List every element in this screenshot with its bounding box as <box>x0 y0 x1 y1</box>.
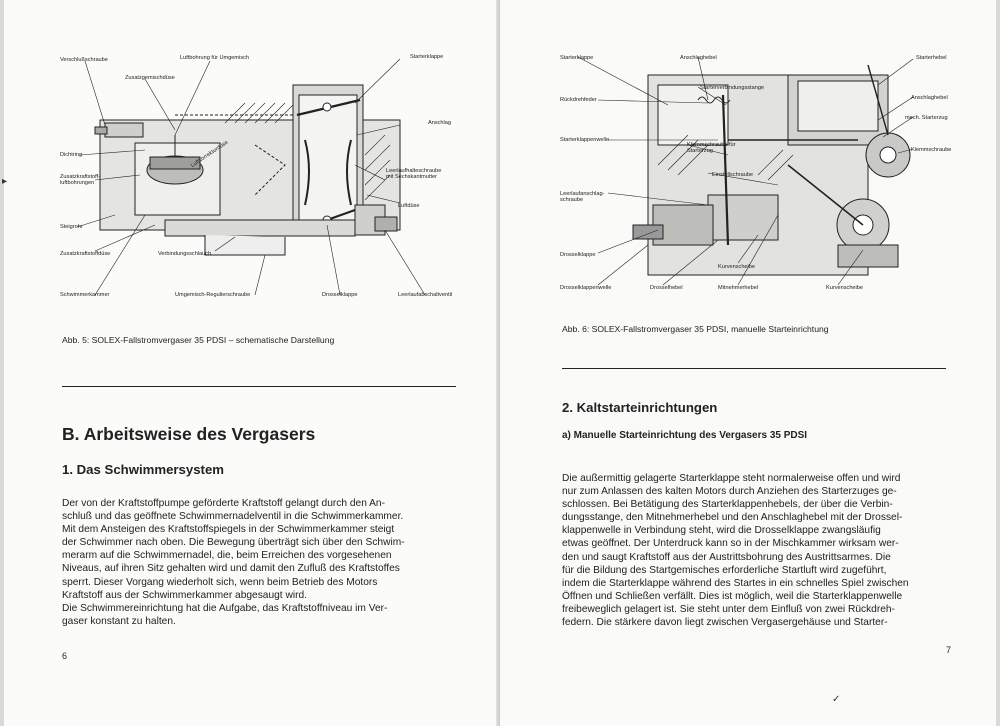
label-leerlaufabschaltventil: Leerlaufabschaltventil <box>398 292 453 298</box>
label-rueckdrehfeder: Rückdrehfeder <box>560 97 597 103</box>
label-schwimmerkammer: Schwimmerkammer <box>60 292 110 298</box>
paragraph-line: Der von der Kraftstoffpumpe geförderte Kraftstoff gelangt durch den An- <box>62 498 385 509</box>
label-starterverbindungsstange: Starterverbindungsstange <box>700 85 765 91</box>
paragraph-line: Niveaus, auf ihren Sitz gehalten wird und damit den Zufluß des Kraftstoffes <box>62 563 400 575</box>
label-verbindungsschlauch: Verbindungsschlauch <box>158 251 212 257</box>
label-zusatzkraftstoffduese: Zusatzkraftstoffdüse <box>60 251 111 257</box>
paragraph-line: Die Schwimmereinrichtung hat die Aufgabe, das Kraftstoffniveau im Ver- <box>62 602 388 614</box>
paragraph-line: schluß und das geöffnete Schwimmernadelventil in die Schwimmerkammer. <box>62 511 404 523</box>
label-drosselklappe: Drosselklappe <box>322 292 358 298</box>
paragraph-line: klappenwelle in Verbindung steht, wird die Drosselklappe zwangsläufig <box>562 525 881 537</box>
page-number: 6 <box>62 651 68 661</box>
manual-starter-diagram <box>558 45 958 295</box>
paragraph-line: den und saugt Kraftstoff aus der Austrittsbohrung des Austrittsarmes. Die <box>562 551 891 563</box>
pencil-mark: ✓ <box>832 694 841 705</box>
subsection-heading: 1. Das Schwimmersystem <box>62 462 224 477</box>
zusatzkraftstoff-luftbohrungen-text: Zusatzkraftstoff- luftbohrungen <box>60 174 100 186</box>
label-anschlaghebel-right: Anschlaghebel <box>911 95 948 101</box>
paragraph-line: nur zum Anlassen des kalten Motors durch Anziehen des Starterzuges ge- <box>562 486 897 498</box>
label-anschlag: Anschlag <box>428 120 452 126</box>
label-klemmschraube-starterzug <box>687 142 736 154</box>
klemmschraube-starterzug-text: Klemmschraube für Starterzug <box>687 142 736 154</box>
paragraph-line: für die Bildung des Startgemisches erforderliche Startluft wird zugeführt, <box>562 564 887 576</box>
body-paragraph <box>62 497 458 628</box>
label-starterklappenwelle: Starterklappenwelle <box>560 137 610 143</box>
horizontal-rule <box>562 368 946 369</box>
margin-mark: ▸ <box>2 176 8 187</box>
label-leerlaufhalteschraube <box>386 168 441 180</box>
label-klemmschraube: Klemmschraube <box>911 147 952 153</box>
subsection-heading: a) Manuelle Starteinrichtung des Vergasers 35 PDSI <box>562 430 808 441</box>
body-paragraph <box>562 472 954 629</box>
paragraph-line: merarm auf die Schwimmernadel, die, beim Erreichen des vorgesehenen <box>62 550 392 562</box>
label-luftbohrung: Luftbohrung für Umgemisch <box>180 55 250 61</box>
label-starterhebel: Starterhebel <box>916 55 947 61</box>
paragraph-line: der Schwimmer nach oben. Die Bewegung überträgt sich über den Schwim- <box>62 537 405 549</box>
paragraph-line: Mit dem Ansteigen des Kraftstoffspiegels in der Schwimmerkammer steigt <box>62 524 395 536</box>
label-starterklappe: Starterklappe <box>560 55 594 61</box>
label-kurvenscheibe-center: Kurvenscheibe <box>718 264 756 270</box>
label-steigrohr: Steigrohr <box>60 224 83 230</box>
label-anschlaghebel-top: Anschlaghebel <box>680 55 717 61</box>
label-drosselhebel: Drosselhebel <box>650 285 683 291</box>
section-heading: B. Arbeitsweise des Vergasers <box>62 424 316 444</box>
figure-6-caption: Abb. 6: SOLEX-Fallstromvergaser 35 PDSI, manuelle Starteinrichtung <box>562 324 829 334</box>
paragraph-line: etwas geöffnet. Der Unterdruck kann so in der Mischkammer wirksam wer- <box>562 538 899 550</box>
page-edge <box>996 0 1000 726</box>
label-mitnehmerhebel: Mitnehmerhebel <box>718 285 759 291</box>
label-kurvenscheibe-right: Kurvenscheibe <box>826 285 864 291</box>
leerlaufhalteschraube-text: Leerlaufhalteschraube mit Sechskantmutter <box>386 168 442 180</box>
label-luftduese: Luftdüse <box>398 203 420 209</box>
label-mech-starterzug: mech. Starterzug <box>905 115 948 121</box>
label-dichtring: Dichtring <box>60 152 83 158</box>
paragraph-line: Öffnen und Schließen verfällt. Dies ist möglich, weil die Starterklappenwelle <box>562 590 903 602</box>
paragraph-line: federn. Die stärkere davon liegt zwischen Vergasergehäuse und Starter- <box>562 617 888 629</box>
label-verschlussschraube: Verschlußschraube <box>60 57 108 63</box>
label-drosselklappenwelle: Drosselklappenwelle <box>560 285 612 291</box>
leerlaufanschlagschraube-text: Leerlaufanschlag- schraube <box>560 191 605 203</box>
right-page <box>500 0 1000 726</box>
section-heading: 2. Kaltstarteinrichtungen <box>562 400 718 415</box>
paragraph-line: freibeweglich gelagert ist. Sie steht unter dem Einfluß von zwei Rückdreh- <box>562 603 895 615</box>
page-number: 7 <box>946 645 952 655</box>
paragraph-line: Die außermittig gelagerte Starterklappe steht normalerweise offen und wird <box>562 473 901 484</box>
label-zusatzkraftstoff-luftbohrungen <box>60 174 100 186</box>
paragraph-line: sperrt. Dieser Vorgang wiederholt sich, wenn beim Betrieb des Motors <box>62 576 378 588</box>
paragraph-line: indem die Starterklappe während des Startes in ein schnelles Spiel zwischen <box>562 577 909 589</box>
label-drosselklappe: Drosselklappe <box>560 252 596 258</box>
paragraph-line: schlossen. Bei Betätigung des Starterklappenhebels, der über die Verbin- <box>562 499 893 511</box>
label-umgemisch-regulierschraube: Umgemisch-Regulierschraube <box>175 292 251 298</box>
label-zusatzgemischduese: Zusatzgemischdüse <box>125 75 175 81</box>
paragraph-line: gaser konstant zu halten. <box>62 615 176 627</box>
figure-5-caption: Abb. 5: SOLEX-Fallstromvergaser 35 PDSI – schematische Darstellung <box>62 335 335 345</box>
label-leerlaufanschlagschraube <box>560 191 604 203</box>
horizontal-rule <box>62 386 456 387</box>
paragraph-line: Kraftstoff aus der Schwimmerkammer abgesaugt wird. <box>62 589 307 601</box>
label-luftkorrekturduese: Luftkorrekturdüse <box>190 139 230 169</box>
label-starterklappe: Starterklappe <box>410 54 444 60</box>
page-edge <box>0 0 4 726</box>
label-einstellschraube: Einstellschraube <box>712 172 754 178</box>
paragraph-line: dungsstange, den Mitnehmerhebel und den Anschlaghebel mit der Drossel- <box>562 512 903 524</box>
